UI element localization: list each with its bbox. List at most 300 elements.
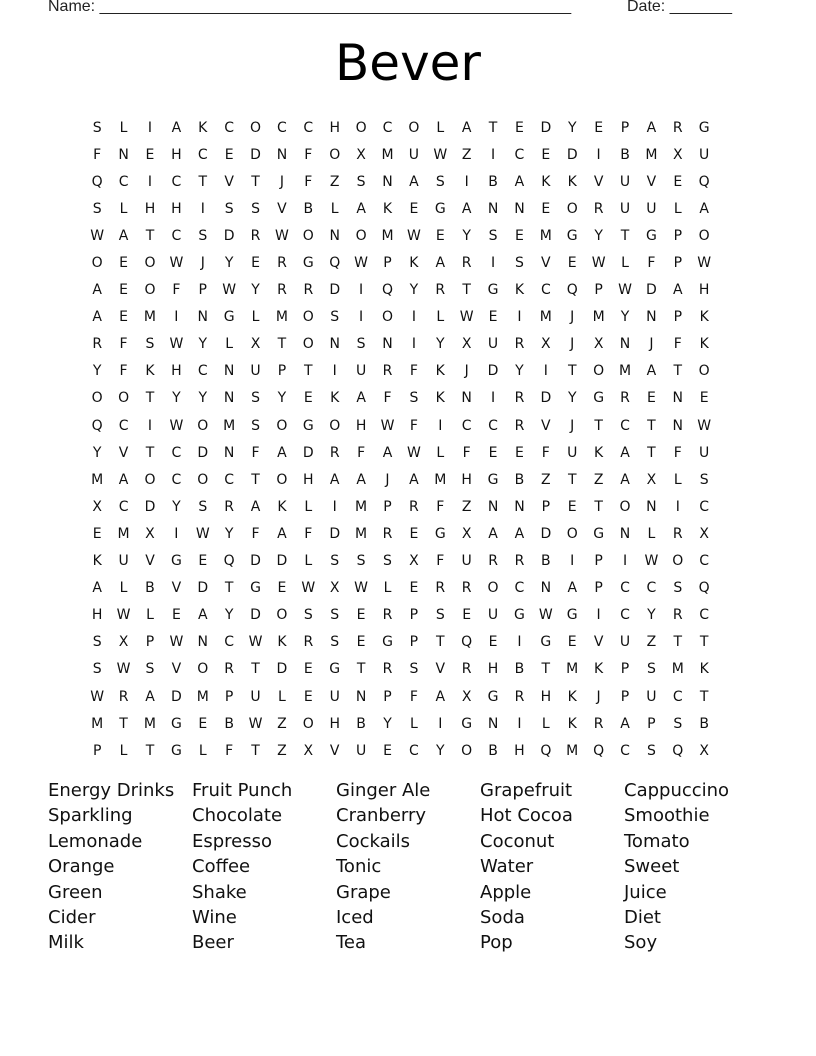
grid-letter: K (699, 309, 709, 326)
grid-letter: X (461, 525, 472, 542)
grid-letter: X (699, 742, 709, 759)
grid-letter: S (409, 390, 419, 407)
word-list-item: Cranberry (336, 805, 427, 827)
grid-letter: E (594, 119, 604, 136)
grid-letter: D (250, 146, 261, 163)
grid-letter: Y (620, 309, 630, 326)
grid-letter: D (250, 553, 261, 570)
grid-row (84, 331, 717, 358)
grid-letter: A (382, 444, 393, 461)
grid-letter: Y (224, 607, 234, 624)
grid-letter: X (699, 525, 709, 542)
grid-letter: N (197, 634, 208, 651)
grid-letter: A (145, 688, 155, 705)
grid-letter: C (224, 119, 235, 136)
grid-letter: C (303, 119, 314, 136)
grid-letter: A (620, 444, 630, 461)
grid-letter: E (488, 309, 498, 326)
grid-letter: V (329, 742, 340, 759)
grid-letter: S (251, 200, 260, 217)
grid-letter: K (594, 661, 604, 678)
grid-letter: D (276, 661, 288, 678)
grid-letter: T (145, 444, 155, 461)
grid-letter: K (277, 634, 287, 651)
grid-letter: S (409, 661, 419, 678)
grid-letter: A (461, 119, 472, 136)
grid-letter: S (646, 742, 656, 759)
grid-letter: K (699, 661, 709, 678)
word-list-item: Cappuccino (624, 780, 730, 801)
grid-letter: O (619, 498, 631, 515)
grid-letter: I (517, 309, 522, 326)
grid-letter: I (359, 282, 364, 299)
grid-letter: C (408, 742, 419, 759)
grid-letter: Y (515, 363, 524, 380)
grid-letter: A (620, 471, 630, 488)
grid-letter: X (461, 336, 472, 353)
grid-letter: N (223, 444, 235, 461)
grid-letter: A (620, 715, 630, 732)
grid-letter: O (302, 715, 314, 732)
grid-letter: R (382, 607, 393, 624)
grid-letter: W (354, 255, 369, 272)
grid-letter: L (119, 580, 128, 597)
word-list-item: Soy (624, 932, 658, 954)
grid-row (84, 141, 717, 168)
grid-letter: Q (91, 417, 103, 434)
grid-letter: B (145, 580, 155, 597)
grid-letter: E (435, 227, 445, 244)
grid-letter: K (567, 715, 577, 732)
grid-letter: N (646, 498, 657, 515)
grid-letter: L (278, 688, 286, 705)
grid-letter: V (646, 173, 657, 190)
grid-letter: I (464, 173, 469, 190)
grid-letter: O (197, 661, 209, 678)
grid-letter: H (171, 200, 182, 217)
grid-letter: U (619, 200, 631, 217)
grid-letter: O (593, 363, 605, 380)
grid-letter: K (409, 255, 419, 272)
word-list-item: Tonic (336, 856, 382, 878)
grid-letter: D (540, 119, 552, 136)
grid-letter: S (251, 417, 260, 434)
grid-letter: F (357, 444, 366, 461)
grid-letter: H (303, 471, 314, 488)
grid-letter: W (697, 417, 712, 434)
grid-letter: S (92, 634, 102, 651)
grid-letter: W (169, 417, 184, 434)
grid-row (84, 710, 717, 737)
grid-letter: O (144, 282, 156, 299)
grid-letter: M (143, 309, 157, 326)
grid-letter: P (277, 363, 287, 380)
grid-letter: N (619, 525, 631, 542)
grid-letter: S (330, 607, 340, 624)
grid-row (84, 385, 717, 412)
grid-letter: B (224, 715, 234, 732)
grid-letter: L (119, 119, 128, 136)
grid-letter: A (92, 580, 102, 597)
grid-letter: R (620, 390, 630, 407)
grid-letter: C (514, 146, 525, 163)
grid-letter: G (170, 553, 182, 570)
grid-letter: A (646, 363, 657, 380)
grid-letter: E (541, 146, 551, 163)
grid-letter: E (119, 255, 129, 272)
grid-letter: G (302, 255, 314, 272)
grid-letter: E (515, 227, 524, 244)
grid-letter: C (620, 417, 630, 434)
grid-letter: U (646, 200, 657, 217)
grid-letter: F (172, 282, 181, 299)
grid-letter: U (250, 363, 261, 380)
grid-letter: I (438, 417, 443, 434)
grid-letter: V (435, 661, 446, 678)
grid-letter: C (620, 742, 630, 759)
grid-letter: W (301, 580, 316, 597)
grid-letter: I (147, 119, 153, 136)
grid-letter: O (91, 255, 103, 272)
word-list-item: Ginger Ale (336, 780, 431, 801)
grid-letter: F (383, 390, 392, 407)
grid-letter: K (567, 688, 577, 705)
word-list-item: Wine (192, 906, 237, 928)
grid-letter: A (92, 309, 102, 326)
grid-letter: B (514, 661, 525, 678)
grid-letter: D (250, 607, 261, 624)
grid-letter: E (198, 553, 208, 570)
grid-letter: L (621, 255, 629, 272)
grid-letter: E (567, 634, 577, 651)
grid-letter: R (514, 390, 525, 407)
grid-letter: I (359, 309, 364, 326)
grid-letter: M (539, 227, 552, 244)
word-list-item: Beer (192, 932, 234, 954)
grid-letter: T (567, 471, 577, 488)
grid-letter: G (593, 525, 605, 542)
grid-letter: D (566, 146, 578, 163)
grid-letter: T (488, 119, 498, 136)
grid-letter: Y (462, 227, 471, 244)
grid-letter: N (382, 336, 393, 353)
grid-letter: Q (381, 282, 393, 299)
grid-letter: Z (646, 634, 657, 651)
grid-letter: E (251, 255, 260, 272)
grid-letter: S (435, 173, 445, 190)
grid-letter: I (596, 607, 601, 624)
grid-letter: H (329, 715, 340, 732)
grid-letter: T (594, 498, 603, 515)
grid-letter: C (620, 580, 630, 597)
grid-letter: G (434, 200, 446, 217)
grid-letter: L (330, 200, 339, 217)
grid-letter: Y (647, 607, 656, 624)
grid-letter: Y (92, 363, 102, 380)
word-list-item: Iced (336, 906, 374, 928)
grid-letter: M (566, 742, 579, 759)
grid-letter: Y (172, 498, 181, 515)
grid-letter: K (514, 282, 525, 299)
grid-letter: O (144, 255, 156, 272)
grid-letter: C (171, 471, 182, 488)
grid-letter: D (276, 553, 288, 570)
grid-letter: B (620, 146, 630, 163)
grid-letter: R (277, 255, 287, 272)
word-list-item: Orange (48, 856, 115, 878)
grid-letter: X (118, 634, 129, 651)
grid-letter: W (169, 336, 184, 353)
grid-letter: N (329, 227, 340, 244)
grid-letter: T (673, 363, 683, 380)
grid-letter: C (488, 417, 498, 434)
grid-letter: O (91, 390, 103, 407)
grid-letter: P (383, 498, 392, 515)
grid-letter: S (699, 471, 709, 488)
grid-letter: H (171, 146, 182, 163)
word-list-item: Tomato (624, 830, 690, 852)
grid-letter: V (118, 444, 129, 461)
grid-letter: D (540, 525, 552, 542)
grid-row (84, 277, 717, 304)
grid-letter: X (92, 498, 102, 515)
grid-letter: F (304, 146, 313, 163)
grid-letter: C (118, 173, 129, 190)
grid-letter: Q (540, 742, 552, 759)
grid-letter: F (409, 688, 418, 705)
grid-letter: V (541, 417, 551, 434)
grid-letter: S (224, 200, 234, 217)
grid-letter: I (490, 146, 496, 163)
grid-letter: K (567, 173, 577, 190)
grid-letter: Z (277, 715, 287, 732)
grid-letter: I (174, 525, 179, 542)
grid-letter: N (329, 336, 340, 353)
word-list-item: Grape (336, 881, 391, 903)
grid-letter: M (539, 309, 552, 326)
grid-letter: E (145, 146, 155, 163)
grid-letter: O (487, 580, 499, 597)
grid-letter: U (408, 146, 419, 163)
grid-letter: S (198, 498, 208, 515)
grid-letter: S (92, 661, 102, 678)
grid-letter: E (646, 390, 656, 407)
grid-letter: N (514, 200, 525, 217)
grid-row (84, 249, 717, 276)
grid-letter: L (304, 553, 313, 570)
grid-letter: A (92, 282, 102, 299)
grid-letter: K (145, 363, 155, 380)
grid-letter: G (514, 607, 525, 624)
grid-letter: I (517, 715, 522, 732)
grid-letter: R (514, 336, 525, 353)
grid-letter: I (147, 417, 153, 434)
grid-letter: Y (567, 390, 577, 407)
grid-letter: O (698, 363, 710, 380)
grid-letter: Q (329, 255, 341, 272)
grid-letter: A (673, 282, 683, 299)
grid-letter: M (671, 661, 684, 678)
grid-letter: Q (698, 173, 710, 190)
grid-letter: W (195, 525, 210, 542)
grid-letter: O (302, 227, 314, 244)
grid-letter: Y (198, 336, 208, 353)
grid-letter: Q (223, 553, 235, 570)
grid-letter: W (116, 661, 131, 678)
grid-letter: K (699, 336, 709, 353)
grid-letter: K (330, 390, 340, 407)
grid-row (84, 439, 717, 466)
grid-letter: I (543, 363, 548, 380)
grid-letter: G (434, 525, 446, 542)
grid-letter: C (620, 607, 630, 624)
grid-letter: H (329, 119, 340, 136)
word-list-item: Sweet (624, 856, 680, 878)
grid-letter: S (356, 336, 366, 353)
grid-letter: A (197, 607, 208, 624)
grid-letter: A (277, 525, 287, 542)
grid-letter: W (90, 227, 105, 244)
grid-letter: W (433, 146, 448, 163)
grid-letter: L (251, 309, 260, 326)
grid-letter: P (647, 715, 656, 732)
grid-letter: G (540, 634, 552, 651)
grid-letter: G (566, 607, 578, 624)
grid-letter: Q (566, 282, 578, 299)
grid-letter: N (197, 309, 208, 326)
word-list-item: Green (48, 881, 103, 903)
grid-letter: C (197, 146, 208, 163)
grid-letter: G (170, 742, 182, 759)
grid-letter: E (356, 634, 366, 651)
grid-letter: R (435, 282, 446, 299)
grid-letter: L (119, 742, 128, 759)
word-list-item: Lemonade (48, 830, 143, 852)
grid-letter: D (197, 444, 209, 461)
word-list-item: Coconut (480, 830, 555, 852)
grid-letter: W (248, 715, 263, 732)
grid-letter: Y (92, 444, 102, 461)
grid-letter: E (303, 390, 313, 407)
grid-letter: S (330, 634, 340, 651)
grid-letter: N (619, 336, 631, 353)
grid-letter: O (329, 417, 341, 434)
grid-letter: O (566, 200, 578, 217)
grid-letter: Y (224, 255, 234, 272)
grid-letter: F (462, 444, 471, 461)
grid-letter: A (567, 580, 578, 597)
grid-letter: T (145, 742, 155, 759)
grid-letter: O (276, 417, 288, 434)
grid-letter: W (248, 634, 263, 651)
grid-letter: E (409, 525, 419, 542)
grid-letter: O (698, 227, 710, 244)
grid-letter: E (699, 390, 709, 407)
grid-letter: O (329, 146, 341, 163)
grid-letter: T (145, 390, 155, 407)
grid-letter: R (409, 498, 419, 515)
grid-letter: M (592, 309, 605, 326)
grid-letter: T (277, 336, 287, 353)
grid-letter: G (698, 119, 710, 136)
grid-letter: Q (91, 173, 103, 190)
grid-letter: X (593, 336, 604, 353)
grid-letter: H (355, 417, 367, 434)
grid-letter: U (250, 688, 261, 705)
grid-letter: N (355, 688, 367, 705)
grid-letter: R (382, 363, 393, 380)
grid-letter: X (303, 742, 314, 759)
grid-letter: M (355, 498, 368, 515)
word-list-item: Shake (192, 881, 247, 903)
grid-letter: S (673, 580, 683, 597)
grid-letter: S (145, 661, 155, 678)
grid-letter: E (119, 282, 129, 299)
grid-letter: T (699, 688, 709, 705)
grid-letter: O (461, 742, 473, 759)
grid-letter: S (356, 553, 366, 570)
grid-letter: X (329, 580, 340, 597)
grid-letter: C (699, 553, 710, 570)
grid-letter: C (224, 634, 235, 651)
grid-letter: M (434, 471, 447, 488)
grid-letter: X (145, 525, 155, 542)
grid-letter: C (514, 580, 525, 597)
grid-letter: R (329, 444, 340, 461)
grid-letter: A (277, 444, 287, 461)
grid-letter: C (540, 282, 551, 299)
grid-letter: I (596, 146, 601, 163)
grid-letter: F (119, 336, 128, 353)
word-list-item: Pop (480, 932, 513, 954)
word-list (48, 780, 768, 958)
grid-letter: G (302, 417, 314, 434)
grid-letter: G (223, 309, 235, 326)
grid-letter: F (409, 363, 418, 380)
grid-letter: T (673, 634, 683, 651)
grid-letter: C (118, 498, 129, 515)
grid-letter: T (594, 417, 603, 434)
grid-letter: W (222, 282, 237, 299)
grid-letter: R (303, 282, 314, 299)
grid-letter: T (251, 173, 260, 190)
grid-letter: M (223, 417, 236, 434)
grid-letter: P (620, 119, 630, 136)
grid-letter: L (304, 498, 313, 515)
grid-letter: M (381, 227, 394, 244)
grid-letter: S (303, 607, 313, 624)
grid-row (84, 683, 717, 710)
grid-letter: V (171, 580, 182, 597)
word-list-item: Coffee (192, 856, 251, 878)
grid-letter: T (251, 742, 260, 759)
grid-letter: O (144, 471, 156, 488)
grid-letter: T (567, 363, 577, 380)
grid-letter: W (169, 634, 184, 651)
grid-letter: E (171, 607, 181, 624)
grid-letter: W (591, 255, 606, 272)
grid-letter: B (514, 471, 525, 488)
grid-letter: U (355, 742, 367, 759)
grid-letter: E (515, 444, 524, 461)
grid-letter: O (302, 309, 314, 326)
grid-letter: O (355, 119, 367, 136)
grid-letter: N (487, 200, 499, 217)
grid-letter: S (435, 607, 445, 624)
grid-letter: V (541, 255, 551, 272)
grid-letter: E (356, 607, 366, 624)
grid-letter: B (303, 200, 314, 217)
